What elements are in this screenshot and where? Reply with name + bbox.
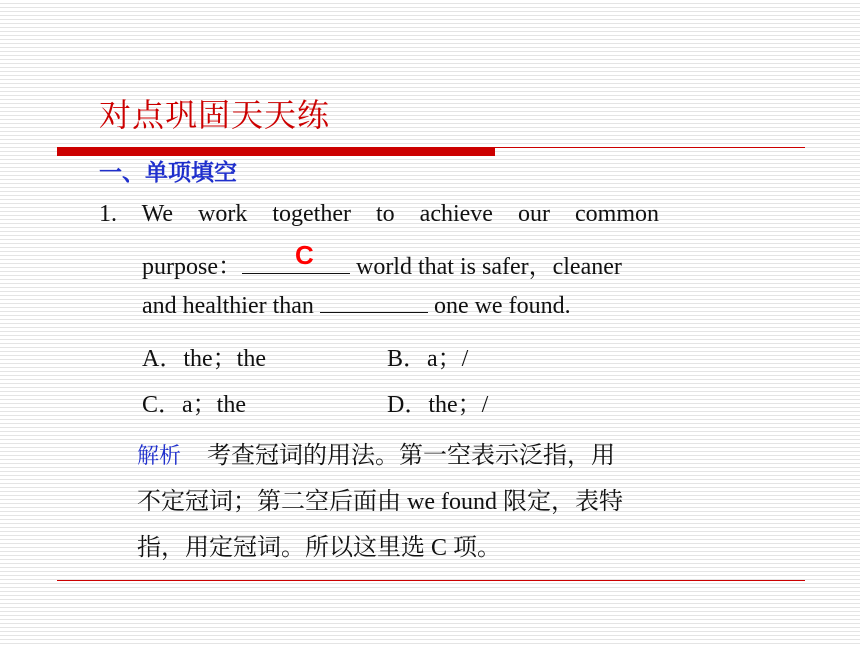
- option-b: B．a；/: [387, 346, 469, 372]
- bottom-divider-line: [57, 580, 805, 581]
- section-heading: 一、单项填空: [99, 160, 237, 186]
- question-line-2-start: purpose：: [142, 254, 242, 280]
- question-line-1: 1. We work together to achieve our common: [99, 201, 659, 227]
- option-d: D．the；/: [387, 392, 489, 418]
- option-c: C．a；the: [142, 392, 246, 418]
- question-line-3-start: and healthier than: [142, 293, 320, 319]
- question-line-2: [142, 246, 622, 281]
- slide-title: 对点巩固天天练: [99, 96, 331, 134]
- option-a: A．the；the: [142, 346, 266, 372]
- explanation-line-1: [137, 435, 615, 470]
- question-line-3: [142, 292, 571, 320]
- answer-mark: C: [295, 240, 314, 270]
- explanation-line-2: 不定冠词；第二空后面由 we found 限定，表特: [137, 489, 623, 515]
- question-line-2-end: world that is safer，cleaner: [349, 254, 622, 280]
- question-line-3-end: one we found.: [427, 293, 571, 319]
- explanation-text-1: 考查冠词的用法。第一空表示泛指，用: [207, 443, 616, 469]
- explanation-line-3: 指，用定冠词。所以这里选 C 项。: [137, 535, 502, 561]
- answer-blank-2: [320, 292, 428, 313]
- explanation-label: 解析: [137, 444, 182, 469]
